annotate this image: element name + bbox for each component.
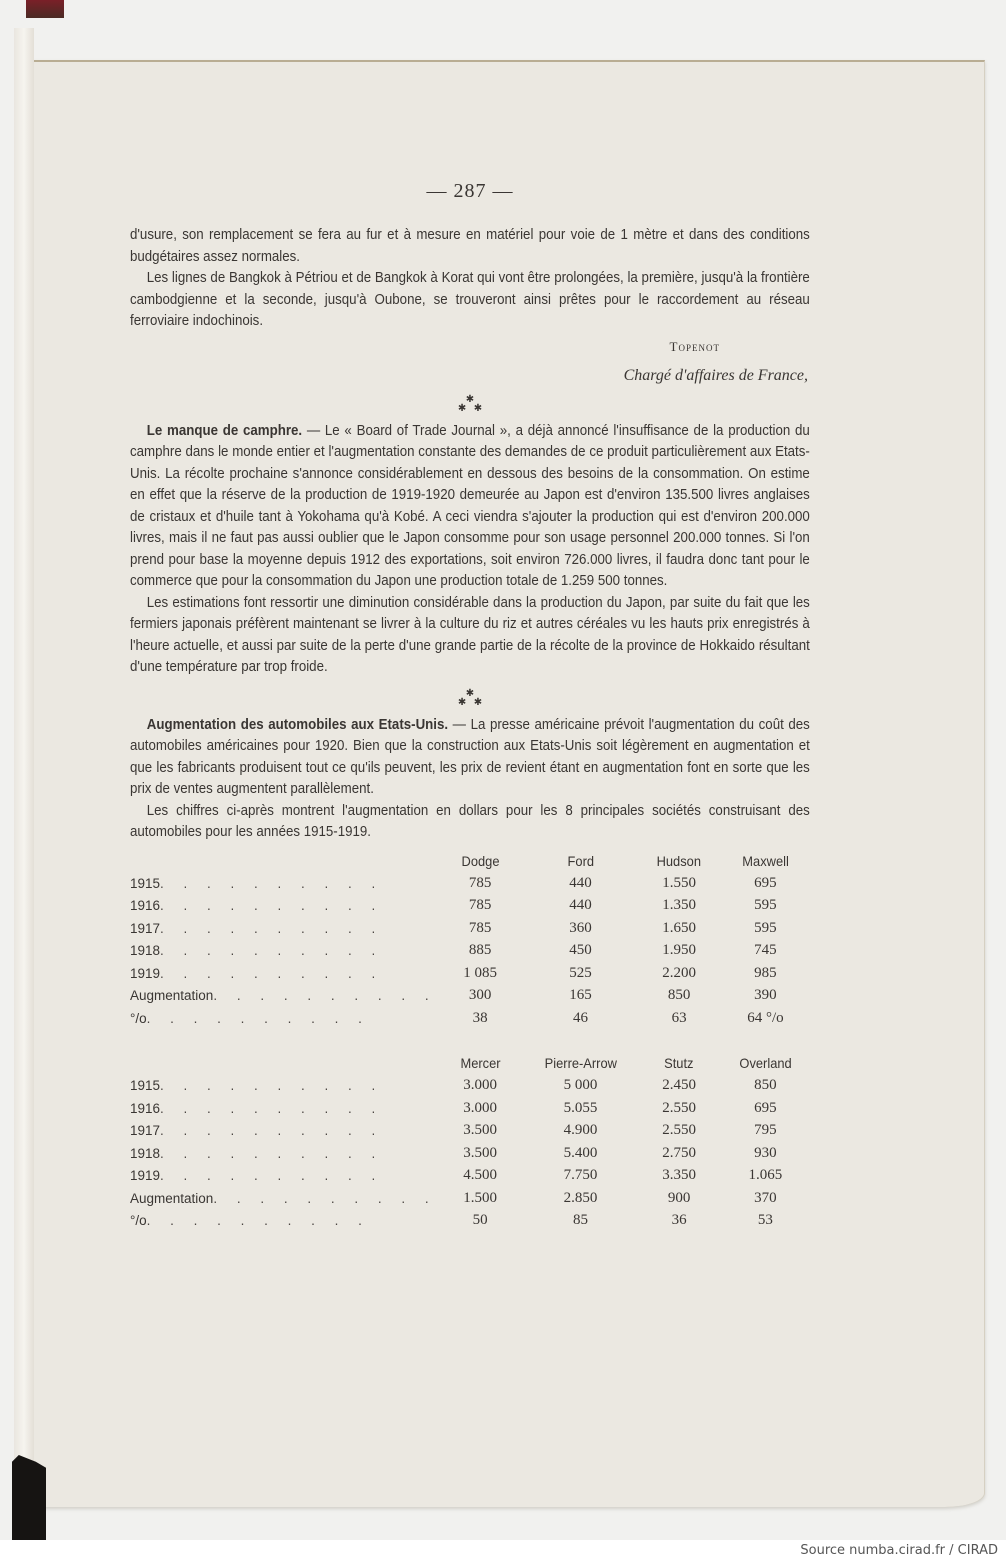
table-cell: 63 (671, 1009, 687, 1026)
table-row (130, 895, 810, 918)
table-cell: 2.550 (662, 1099, 696, 1116)
column-header: Maxwell (742, 852, 789, 869)
paragraph (130, 421, 810, 593)
signature-title: Chargé d'affaires de France, (623, 366, 808, 384)
table-cell: 785 (468, 874, 492, 891)
dot-leader: . . . . . . . . . . (213, 988, 437, 1004)
paragraph-text: — Le « Board of Trade Journal », a déjà annoncé l'insuffisance de la production du camphre dans le monde entier et l'augmentation constante des demandes de ce produit particulièrement aux Etats-Unis. La récolte prochaine s'annonce considérablement en dessous des besoins de la consommation. On estime en effet que la réserve de la production de 1919-1920 demeurée au Japon est d'environ 135.500 livres anglaises de cristaux et d'huile tant à Yokohama qu'à Kobé. A ceci viendra s'ajouter la production qui est d'environ 200.000 livres, mais il ne faut pas aussi oublier que le Japon consomme pour son usage personnel 200.000 tonnes. Si l'on prend pour base la moyenne depuis 1912 des exportations, soit environ 726.000 livres, il faudra donc tant pour le commerce que pour la consommation du Japon une production totale de 1.259 500 tonnes. (130, 422, 810, 589)
row-label (130, 962, 437, 985)
table-row (130, 1120, 810, 1143)
row-label-text: Augmentation (130, 988, 214, 1004)
column-header: Pierre-Arrow (544, 1055, 617, 1072)
table-cell: 3.350 (662, 1167, 696, 1184)
row-label-text: 1919 (130, 1168, 161, 1184)
table-cell: 850 (754, 1077, 777, 1094)
table-cell: 745 (754, 942, 777, 959)
table-cell: 450 (569, 942, 592, 959)
header-blank (142, 1052, 424, 1075)
row-label (130, 895, 437, 918)
asterism-divider: ✱ ✱ ✱ (457, 393, 483, 414)
paragraph-text: — La presse américaine prévoit l'augmentation du coût des automobiles américaines pour 1920. Bien que la construction aux Etats-Unis soit légèrement en augmentation et que les fabricants produisent tout ce qu'ils peuvent, les prix de revient étant en augmentation font en sorte que les prix de ventes augmentent parallèlement. (130, 716, 810, 797)
section-camphor (130, 421, 810, 679)
table-cell: 64 °/o (747, 1009, 784, 1026)
table-cell: 440 (569, 897, 592, 914)
table-cell: 3.500 (463, 1144, 497, 1161)
table-cell: 1.065 (748, 1167, 783, 1184)
dot-leader: . . . . . . . . . . (160, 1168, 384, 1184)
table-row (130, 1210, 810, 1233)
row-label (130, 1142, 437, 1165)
row-label-text: 1918 (130, 1145, 161, 1161)
row-label-text: 1915 (130, 875, 161, 891)
row-label (130, 872, 437, 895)
table-row (130, 940, 810, 963)
column-header: Ford (567, 852, 594, 869)
row-label (130, 917, 437, 940)
dot-leader: . . . . . . . . . . (160, 1123, 384, 1139)
table-cell: 3.000 (463, 1099, 497, 1116)
table-cell: 50 (472, 1212, 488, 1229)
column-header: Hudson (656, 852, 702, 869)
dot-leader: . . . . . . . . . . (146, 1010, 370, 1026)
row-label-text: °/o (130, 1213, 147, 1229)
table-cell: 7.750 (563, 1167, 598, 1184)
table-cell: 4.500 (463, 1167, 497, 1184)
table-cell: 2.200 (662, 964, 696, 981)
row-label-text: 1919 (130, 965, 161, 981)
table-row (130, 917, 810, 940)
table-cell: 165 (569, 987, 592, 1004)
row-label (130, 985, 437, 1008)
paragraph (130, 715, 810, 801)
source-credit: Source numba.cirad.fr / CIRAD (800, 1543, 998, 1558)
section-automobiles (130, 715, 810, 1233)
table-cell: 300 (468, 987, 492, 1004)
table-cell: 2.550 (662, 1122, 696, 1139)
dot-leader: . . . . . . . . . . (160, 898, 384, 914)
signature-name: Topenot (669, 338, 720, 354)
dot-leader: . . . . . . . . . . (160, 943, 384, 959)
table-cell: 1.650 (662, 919, 696, 936)
row-label (130, 1165, 437, 1188)
table-cell: 900 (667, 1189, 691, 1206)
table-cell: 440 (569, 874, 592, 891)
row-label (130, 1120, 437, 1143)
row-label-text: 1917 (130, 920, 161, 936)
row-label (130, 1210, 437, 1233)
bookmark-ribbon (26, 0, 64, 18)
table-cell: 930 (754, 1144, 777, 1161)
table-cell: 5 000 (563, 1077, 598, 1094)
paragraph: Les estimations font ressortir une diminution considérable dans la production du Japon, par suite du fait que les fermiers japonais préfèrent maintenant se livrer à la culture du riz et autres céréales vu les hauts prix enregistrés à l'heure actuelle, et aussi par suite de la perte d'une grande partie de la récolte de la province de Hokkaido résultant d'une température par trop froide. (130, 594, 810, 675)
table-cell: 5.055 (563, 1099, 598, 1116)
table-cell: 53 (757, 1212, 773, 1229)
dot-leader: . . . . . . . . . . (213, 1190, 437, 1206)
table-row (130, 872, 810, 895)
row-label-text: 1917 (130, 1123, 161, 1139)
row-label (130, 1075, 437, 1098)
table-row (130, 962, 810, 985)
paragraph: d'usure, son remplacement se fera au fur et à mesure en matériel pour voie de 1 mètre et dans des conditions budgétaires assez normales. (130, 227, 810, 265)
table-cell: 595 (754, 919, 777, 936)
dot-leader: . . . . . . . . . . (160, 1078, 384, 1094)
automobile-price-table (130, 850, 810, 1233)
column-header: Mercer (460, 1055, 501, 1072)
table-cell: 1.350 (662, 897, 696, 914)
table-cell: 1.500 (463, 1189, 497, 1206)
table-cell: 785 (468, 919, 492, 936)
asterism-divider: ✱ ✱ ✱ (457, 687, 483, 708)
table-cell: 2.750 (662, 1144, 696, 1161)
page-number: — 287 — (426, 180, 514, 202)
row-label-text: 1915 (130, 1078, 161, 1094)
table-cell: 1.950 (662, 942, 696, 959)
column-header: Stutz (664, 1055, 694, 1072)
row-label-text: 1918 (130, 943, 161, 959)
table-cell: 46 (572, 1009, 588, 1026)
table-cell: 1 085 (463, 964, 497, 981)
table-row (130, 1007, 810, 1030)
table-row (130, 985, 810, 1008)
section-heading: Augmentation des automobiles aux Etats-Unis. (146, 716, 449, 733)
row-label-text: Augmentation (130, 1190, 214, 1206)
table-header-row (130, 850, 810, 873)
table-cell: 390 (754, 987, 777, 1004)
table-cell: 885 (468, 942, 492, 959)
book-spine-edge (12, 1455, 46, 1540)
table-cell: 525 (569, 964, 592, 981)
table-cell: 3.500 (463, 1122, 497, 1139)
page-content (130, 180, 810, 1232)
dot-leader: . . . . . . . . . . (160, 1145, 384, 1161)
table-cell: 360 (569, 919, 592, 936)
section-heading: Le manque de camphre. (146, 422, 303, 439)
table-cell: 595 (754, 897, 777, 914)
table-cell: 695 (754, 874, 777, 891)
table-row (130, 1075, 810, 1098)
row-label (130, 1007, 437, 1030)
table-cell: 985 (754, 964, 777, 981)
table-cell: 36 (671, 1212, 687, 1229)
book-gutter (14, 28, 34, 1488)
table-cell: 38 (472, 1009, 488, 1026)
row-label (130, 1187, 437, 1210)
table-row (130, 1165, 810, 1188)
row-label-text: 1916 (130, 1100, 161, 1116)
table-cell: 1.550 (662, 874, 696, 891)
paragraph: Les lignes de Bangkok à Pétriou et de Bangkok à Korat qui vont être prolongées, la première, jusqu'à la frontière cambodgienne et la seconde, jusqu'à Oubone, se trouveront ainsi prêtes pour le raccordement au réseau ferroviaire indochinois. (130, 270, 810, 329)
column-header: Dodge (461, 852, 500, 869)
table-cell: 4.900 (563, 1122, 598, 1139)
table-row (130, 1097, 810, 1120)
row-label (130, 940, 437, 963)
section-railways (130, 225, 810, 385)
dot-leader: . . . . . . . . . . (146, 1213, 370, 1229)
table-cell: 695 (754, 1099, 777, 1116)
dot-leader: . . . . . . . . . . (160, 1100, 384, 1116)
table-row (130, 1187, 810, 1210)
dot-leader: . . . . . . . . . . (160, 965, 384, 981)
paragraph: Les chiffres ci-après montrent l'augmentation en dollars pour les 8 principales sociétés construisant des automobiles pour les années 1915-1919. (130, 802, 810, 840)
column-header: Overland (739, 1055, 792, 1072)
table-cell: 3.000 (463, 1077, 497, 1094)
table-header-row (130, 1052, 810, 1075)
row-label (130, 1097, 437, 1120)
table-cell: 85 (572, 1212, 588, 1229)
dot-leader: . . . . . . . . . . (160, 920, 384, 936)
row-label-text: °/o (130, 1010, 147, 1026)
dot-leader: . . . . . . . . . . (160, 875, 384, 891)
table-cell: 785 (468, 897, 492, 914)
table-cell: 370 (754, 1189, 777, 1206)
header-blank (142, 850, 424, 873)
table-spacer (130, 1030, 810, 1053)
table-cell: 795 (754, 1122, 777, 1139)
table-cell: 2.450 (662, 1077, 696, 1094)
row-label-text: 1916 (130, 898, 161, 914)
table-cell: 2.850 (563, 1189, 598, 1206)
table-row (130, 1142, 810, 1165)
table-cell: 5.400 (563, 1144, 598, 1161)
table-cell: 850 (667, 987, 691, 1004)
